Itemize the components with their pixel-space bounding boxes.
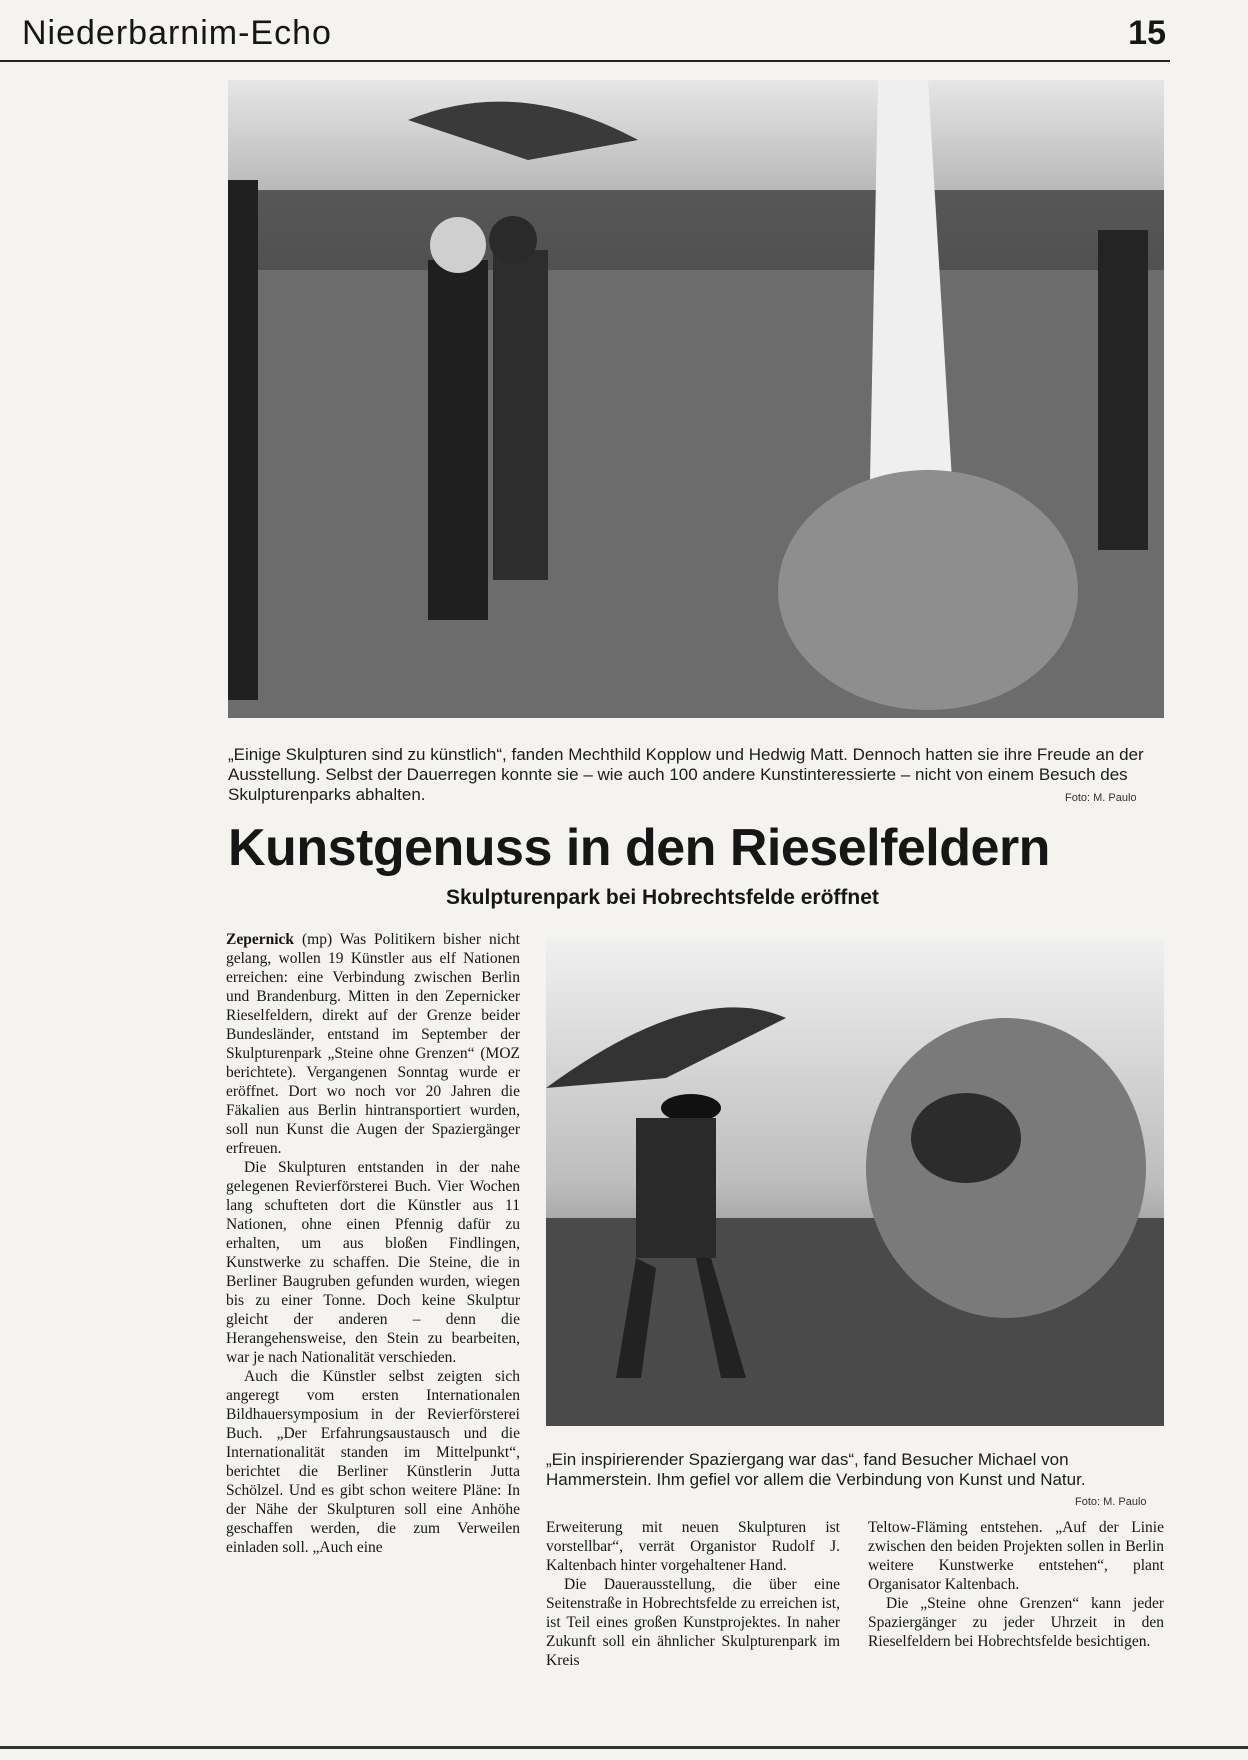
- page-header: [0, 0, 1248, 62]
- article-column-3: [868, 1518, 1164, 1651]
- section-title: Niederbarnim-Echo: [22, 14, 332, 52]
- dateline: Zepernick: [226, 931, 295, 948]
- paragraph-6: Teltow-Fläming entstehen. „Auf der Linie zwischen den beiden Projekten sollen in Berlin weitere Kunstwerke entstehen“, plant Organisator Kaltenbach.: [868, 1519, 1164, 1593]
- paragraph-1: [226, 930, 520, 1158]
- second-photo-credit: Foto: M. Paulo: [1075, 1496, 1147, 1508]
- article-column-2: [546, 1518, 840, 1670]
- article-column-1: [226, 930, 520, 1557]
- paragraph-5: Die Dauerausstellung, die über eine Seitenstraße in Hobrechtsfelde zu erreichen ist, ist Teil eines großen Kunstprojektes. In naher Zukunft soll ein ähnlicher Skulpturenpark im Kreis: [546, 1576, 840, 1669]
- headline: Kunstgenuss in den Rieselfeldern: [228, 819, 1050, 877]
- paragraph-7: Die „Steine ohne Grenzen“ kann jeder Spaziergänger zu jeder Uhrzeit in den Rieselfeldern bei Hobrechtsfelde besichtigen.: [868, 1595, 1164, 1650]
- top-photo: [228, 80, 1164, 718]
- subheadline: Skulpturenpark bei Hobrechtsfelde eröffnet: [446, 886, 879, 909]
- paragraph-1-text: (mp) Was Politikern bisher nicht gelang, wollen 19 Künstler aus elf Nationen erreichen: eine Verbindung zwischen Berlin und Brandenburg. Mitten in den Zepernicker Rieselfeldern, direkt auf der Grenze beider Bundesländer, entstand im September der Skulpturenpark „Steine ohne Grenzen“ (MOZ berichtete). Vergangenen Sonntag wurde er eröffnet. Dort wo noch vor 20 Jahren die Fäkalien aus Berlin hintransportiert wurden, soll nun Kunst die Augen der Spaziergänger erfreuen.: [226, 931, 520, 1157]
- paragraph-4: Erweiterung mit neuen Skulpturen ist vorstellbar“, verrät Organistor Rudolf J. Kaltenbach hinter vorgehaltener Hand.: [546, 1519, 840, 1574]
- header-rule: [0, 60, 1170, 62]
- top-photo-credit: Foto: M. Paulo: [1065, 792, 1137, 804]
- bottom-rule: [0, 1746, 1248, 1749]
- top-photo-caption: „Einige Skulpturen sind zu künstlich“, fanden Mechthild Kopplow und Hedwig Matt. Dennoch hatten sie ihre Freude an der Ausstellung. Selbst der Dauerregen konnte sie – wie auch 100 andere Kunstinteressierte – nicht von einem Besuch des Skulpturenparks abhalten.: [228, 745, 1144, 804]
- second-photo: [546, 938, 1164, 1426]
- paragraph-2: Die Skulpturen entstanden in der nahe gelegenen Revierförsterei Buch. Vier Wochen lang schufteten dort die Künstler aus 11 Nationen, ohne einen Pfennig dafür zu erhalten, um aus bloßen Findlingen, Kunstwerke zu schaffen. Die Steine, die in Berliner Baugruben gefunden wurden, wiegen bis zu einer Tonne. Doch keine Skulptur gleicht der anderen – denn die Herangehensweise, den Stein zu bearbeiten, war je nach Nationalität verschieden.: [226, 1159, 520, 1366]
- paragraph-3: Auch die Künstler selbst zeigten sich angeregt vom ersten Internationalen Bildhauersymposium in der Revierförsterei Buch. „Der Erfahrungsaustausch und die Internationalität standen im Mittelpunkt“, berichtet die Berliner Künstlerin Jutta Schölzel. Und es gibt schon weitere Pläne: In der Nähe der Skulpturen soll eine Anhöhe geschaffen werden, die zum Verweilen einladen soll. „Auch eine: [226, 1368, 520, 1556]
- page-number: 15: [1128, 14, 1166, 52]
- second-photo-caption: „Ein inspirierender Spaziergang war das“, fand Besucher Michael von Hammerstein. Ihm gefiel vor allem die Verbindung von Kunst und Natur.: [546, 1450, 1086, 1489]
